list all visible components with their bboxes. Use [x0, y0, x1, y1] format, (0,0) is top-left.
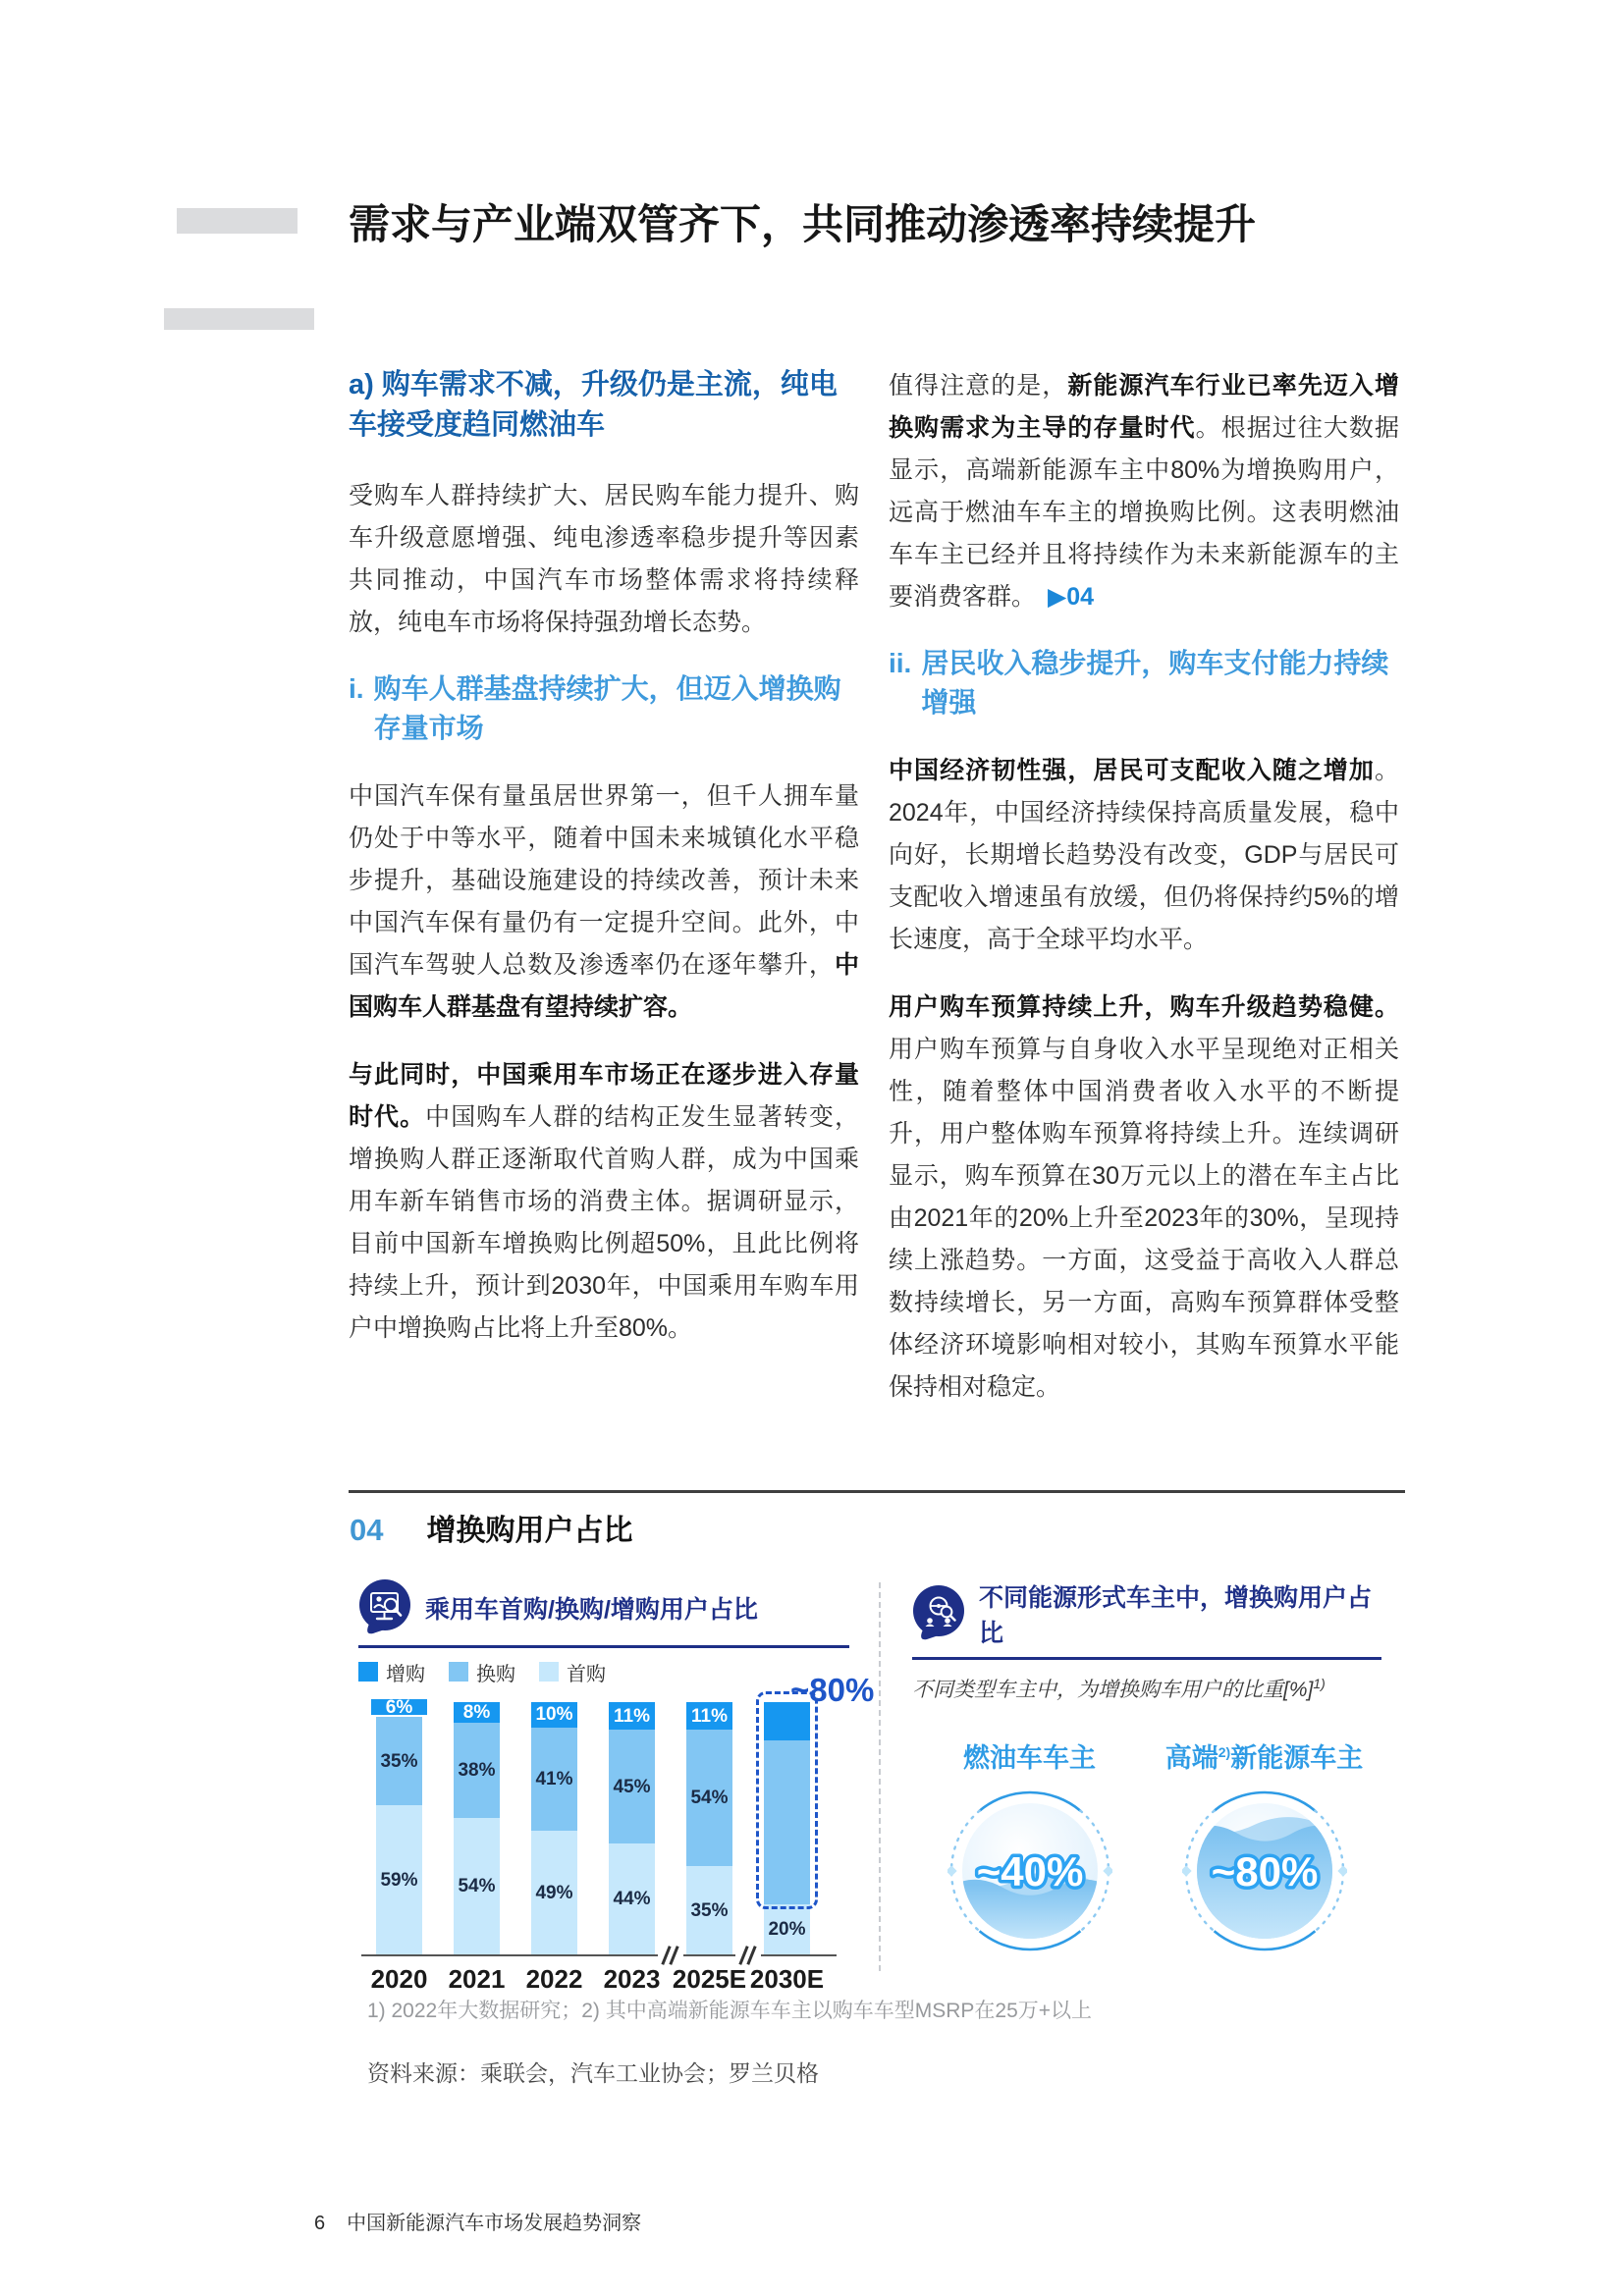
decorative-gray-bar [177, 208, 298, 234]
paragraph: 中国汽车保有量虽居世界第一，但千人拥车量仍处于中等水平，随着中国未来城镇化水平稳步提升，基础设施建设的持续改善，预计未来中国汽车保有量仍有一定提升空间。此外，中国汽车驾驶人总数及渗透率仍在逐年攀升，中国购车人群基盘有望持续扩容。 [349, 782, 859, 1021]
bar-segment-换购-2021 [454, 1723, 500, 1819]
gauge-value-text: ~40% [976, 1848, 1083, 1895]
page-footer [314, 2207, 641, 2235]
gauge-panel [912, 1578, 1381, 1953]
segment-value-label: 6% [385, 1696, 413, 1718]
bar-segment-换购-2023 [609, 1730, 655, 1843]
gauge-group [1147, 1736, 1381, 1953]
gauge-value-text: ~80% [1211, 1848, 1318, 1895]
page-title: 需求与产业端双管齐下，共同推动渗透率持续提升 [349, 201, 1257, 247]
paragraph: 受购车人群持续扩大、居民购车能力提升、购车升级意愿增强、纯电渗透率稳步提升等因素共同推动，中国汽车市场整体需求将持续释放，纯电车市场将保持强劲增长态势。 [349, 482, 859, 636]
page-number: 6 [314, 2213, 326, 2234]
liquid-gauge-80 [1182, 1789, 1347, 1953]
footer-text: 中国新能源汽车市场发展趋势洞察 [347, 2213, 642, 2234]
figure-source: 资料来源：乘联会，汽车工业协会；罗兰贝格 [367, 2060, 819, 2086]
segment-value-label: 10% [535, 1704, 573, 1726]
section-a-heading: a) 购车需求不减，升级仍是主流，纯电车接受度趋同燃油车 [349, 369, 838, 441]
x-axis-line [361, 1954, 837, 1956]
segment-value-label: 35% [380, 1750, 418, 1772]
segment-value-label: 49% [535, 1882, 573, 1903]
segment-value-label: 35% [690, 1899, 729, 1921]
x-axis-labels [358, 1964, 849, 1998]
bar-segment-首购-2021 [454, 1818, 500, 1954]
bar-segment-增购-2022 [531, 1702, 577, 1728]
bar-segment-首购-2020 [376, 1805, 422, 1954]
highlight-dashed-box [756, 1691, 818, 1909]
segment-value-label: 38% [458, 1759, 496, 1781]
gauge-panel-subtitle: 不同类型车主中，为增换购车用户的比重[%]$^{1)}$ [912, 1676, 1326, 1701]
gauge-panel-header [912, 1578, 1381, 1660]
segment-value-label: 41% [535, 1768, 573, 1789]
x-axis-label: 2023 [603, 1964, 661, 1994]
legend-swatch-icon [449, 1662, 468, 1682]
chart-legend [358, 1660, 849, 1683]
panel-separator [879, 1582, 881, 1971]
bar-segment-增购-2023 [609, 1702, 655, 1730]
axis-break-icon [658, 1946, 683, 1965]
segment-value-label: 45% [613, 1776, 651, 1797]
segment-value-label: 54% [690, 1788, 729, 1809]
gauge-panel-title: 不同能源形式车主中，增换购用户占比 [979, 1584, 1373, 1647]
legend-label: 首购 [567, 1663, 606, 1685]
legend-item [539, 1658, 606, 1686]
bar-chart-panel-title: 乘用车首购/换购/增购用户占比 [425, 1596, 758, 1624]
right-text-column [889, 365, 1399, 1434]
car-owner-magnifier-icon [912, 1584, 965, 1643]
segment-value-label: 8% [462, 1701, 491, 1723]
gauge-group [912, 1736, 1147, 1953]
bar-segment-增购-2020 [369, 1697, 429, 1717]
paragraph: 与此同时，中国乘用车市场正在逐步进入存量时代。中国购车人群的结构正发生显著转变，增换购人群正逐渐取代首购人群，成为中国乘用车新车销售市场的消费主体。据调研显示，目前中国新车增换购比例超50%，且此比例将持续上升，预计到2030年，中国乘用车购车用户中增换购占比将上升至80%。 [349, 1061, 859, 1342]
axis-break-icon [735, 1946, 761, 1965]
annotation-80-percent: ~80% [790, 1672, 875, 1708]
owner-type-label: 燃油车车主 [963, 1743, 1096, 1773]
x-axis-label: 2021 [448, 1964, 506, 1994]
bar-segment-换购-2020 [376, 1717, 422, 1805]
x-axis-label: 2020 [370, 1964, 428, 1994]
gauge-groups [912, 1736, 1381, 1953]
bar-chart-panel [358, 1578, 875, 1998]
legend-swatch-icon [358, 1662, 378, 1682]
bar-segment-首购-2025E [686, 1866, 732, 1954]
bar-segment-换购-2022 [531, 1728, 577, 1831]
legend-label: 换购 [476, 1663, 515, 1685]
bar-segment-首购-2023 [609, 1843, 655, 1954]
legend-item [449, 1658, 515, 1686]
liquid-gauge-40 [947, 1789, 1112, 1953]
segment-value-label: 20% [768, 1918, 806, 1940]
monitor-magnifier-icon [358, 1578, 411, 1637]
segment-value-label: 11% [691, 1705, 728, 1727]
figure-divider-rule [349, 1490, 1405, 1493]
segment-value-label: 11% [614, 1705, 650, 1727]
bar-segment-增购-2025E [686, 1702, 732, 1730]
paragraph: 用户购车预算持续上升，购车升级趋势稳健。用户购车预算与自身收入水平呈现绝对正相关性，随着整体中国消费者收入水平的不断提升，用户整体购车预算将持续上升。连续调研显示，购车预算在30万元以上的潜在车主占比由2021年的20%上升至2023年的30%，呈现持续上涨趋势。一方面，这受益于高收入人群总数持续增长，另一方面，高购车预算群体受整体经济环境影响相对较小，其购车预算水平能保持相对稳定。 [889, 993, 1399, 1401]
x-axis-label: 2030E [749, 1964, 825, 1994]
figure-title: 增换购用户占比 [426, 1515, 633, 1547]
bar-segment-增购-2021 [454, 1702, 500, 1723]
subheading-i: i. 购车人群基盘持续扩大，但迈入增换购存量市场 [349, 673, 841, 743]
subheading-ii: ii. 居民收入稳步提升，购车支付能力持续增强 [889, 648, 1389, 718]
figure-header [350, 1506, 632, 1549]
bar-segment-首购-2022 [531, 1831, 577, 1954]
left-text-column [349, 365, 859, 1375]
x-axis-label: 2025E [672, 1964, 747, 1994]
segment-value-label: 54% [458, 1876, 496, 1897]
figure-footnote: 1) 2022年大数据研究；2) 其中高端新能源车车主以购车车型MSRP在25万+以上 [367, 2000, 1093, 2022]
bar-segment-换购-2025E [686, 1730, 732, 1866]
paragraph: 值得注意的是，新能源汽车行业已率先迈入增换购需求为主导的存量时代。根据过往大数据显示，高端新能源车主中80%为增换购用户，远高于燃油车车主的增换购比例。这表明燃油车车主已经并且将持续作为未来新能源车的主要消费客群。 ▶04 [889, 372, 1399, 611]
figure-04-reference: ▶04 [1048, 583, 1095, 611]
legend-label: 增购 [386, 1663, 425, 1685]
legend-item [358, 1658, 425, 1686]
decorative-gray-bar [164, 308, 314, 330]
owner-type-label: 高端$^{2)}$新能源车主 [1164, 1743, 1364, 1773]
legend-swatch-icon [539, 1662, 559, 1682]
figure-number: 04 [350, 1513, 384, 1547]
segment-value-label: 44% [613, 1888, 651, 1909]
segment-value-label: 59% [380, 1869, 418, 1891]
bar-chart-panel-header [358, 1578, 849, 1648]
paragraph: 中国经济韧性强，居民可支配收入随之增加。2024年，中国经济持续保持高质量发展，稳中向好，长期增长趋势没有改变，GDP与居民可支配收入增速虽有放缓，但仍将保持约5%的增长速度，高于全球平均水平。 [889, 757, 1399, 953]
x-axis-label: 2022 [525, 1964, 583, 1994]
bar-segment-首购-2030E [764, 1904, 810, 1954]
